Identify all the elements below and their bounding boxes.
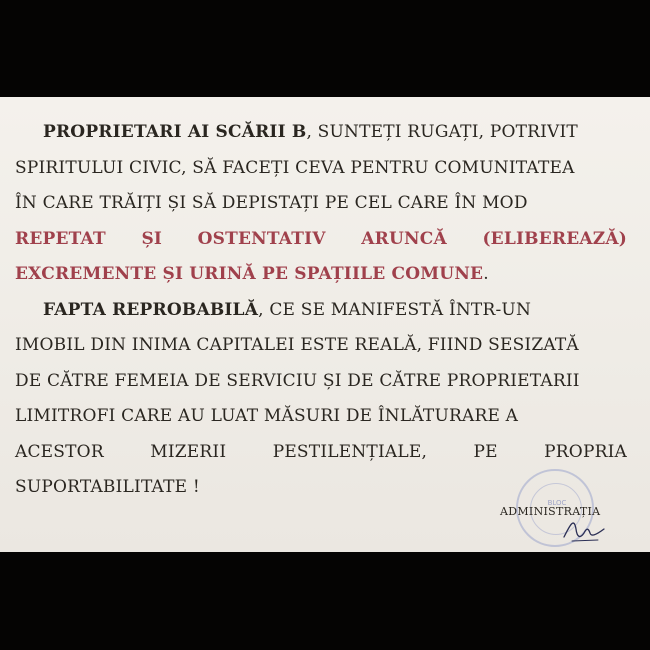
word: ȘI [141, 228, 163, 249]
word: REPETAT [15, 228, 106, 249]
word: ACESTOR [15, 441, 104, 462]
notice-line-8: DE CĂTRE FEMEIA DE SERVICIU ȘI DE CĂTRE PROPRIETARII [15, 370, 580, 391]
notice-line-10 [15, 435, 627, 471]
period: . [483, 264, 489, 284]
notice-text [15, 115, 627, 506]
notice-line-11: SUPORTABILITATE ! [15, 477, 200, 497]
notice-line-2: SPIRITULUI CIVIC, SĂ FACEȚI CEVA PENTRU COMUNITATEA [15, 157, 575, 178]
fapta-rest: , CE SE MANIFESTĂ ÎNTR-UN [258, 299, 532, 320]
addressee-bold: PROPRIETARI AI SCĂRII B [43, 122, 307, 142]
highlight-text: EXCREMENTE ȘI URINĂ PE SPAȚIILE COMUNE [15, 264, 484, 284]
word: PROPRIA [544, 441, 627, 462]
notice-line-5-highlight [15, 257, 627, 293]
addressee-rest: , SUNTEȚI RUGAȚI, POTRIVIT [306, 122, 578, 142]
word: PESTILENȚIALE, [272, 441, 428, 462]
notice-line-3: ÎN CARE TRĂIȚI ȘI SĂ DEPISTAȚI PE CEL CARE ÎN MOD [15, 193, 528, 213]
word: (ELIBEREAZĂ) [482, 228, 627, 249]
signature-icon [560, 507, 610, 547]
notice-line-9: LIMITROFI CARE AU LUAT MĂSURI DE ÎNLĂTURARE A [15, 406, 519, 426]
notice-line-7: IMOBIL DIN INIMA CAPITALEI ESTE REALĂ, FIIND SESIZATĂ [15, 335, 579, 355]
administration-label: ADMINISTRAȚIA [500, 505, 601, 518]
stamp-text: BLOC [547, 499, 567, 507]
word: ARUNCĂ [361, 228, 447, 249]
word: OSTENTATIV [197, 228, 326, 249]
notice-line-1 [15, 115, 627, 151]
notice-line-6 [15, 293, 627, 329]
fapta-bold: FAPTA REPROBABILĂ [43, 299, 259, 320]
paper-notice [0, 97, 650, 552]
word: PE [473, 441, 498, 462]
notice-line-4-highlight [15, 222, 627, 258]
word: MIZERII [150, 441, 227, 462]
